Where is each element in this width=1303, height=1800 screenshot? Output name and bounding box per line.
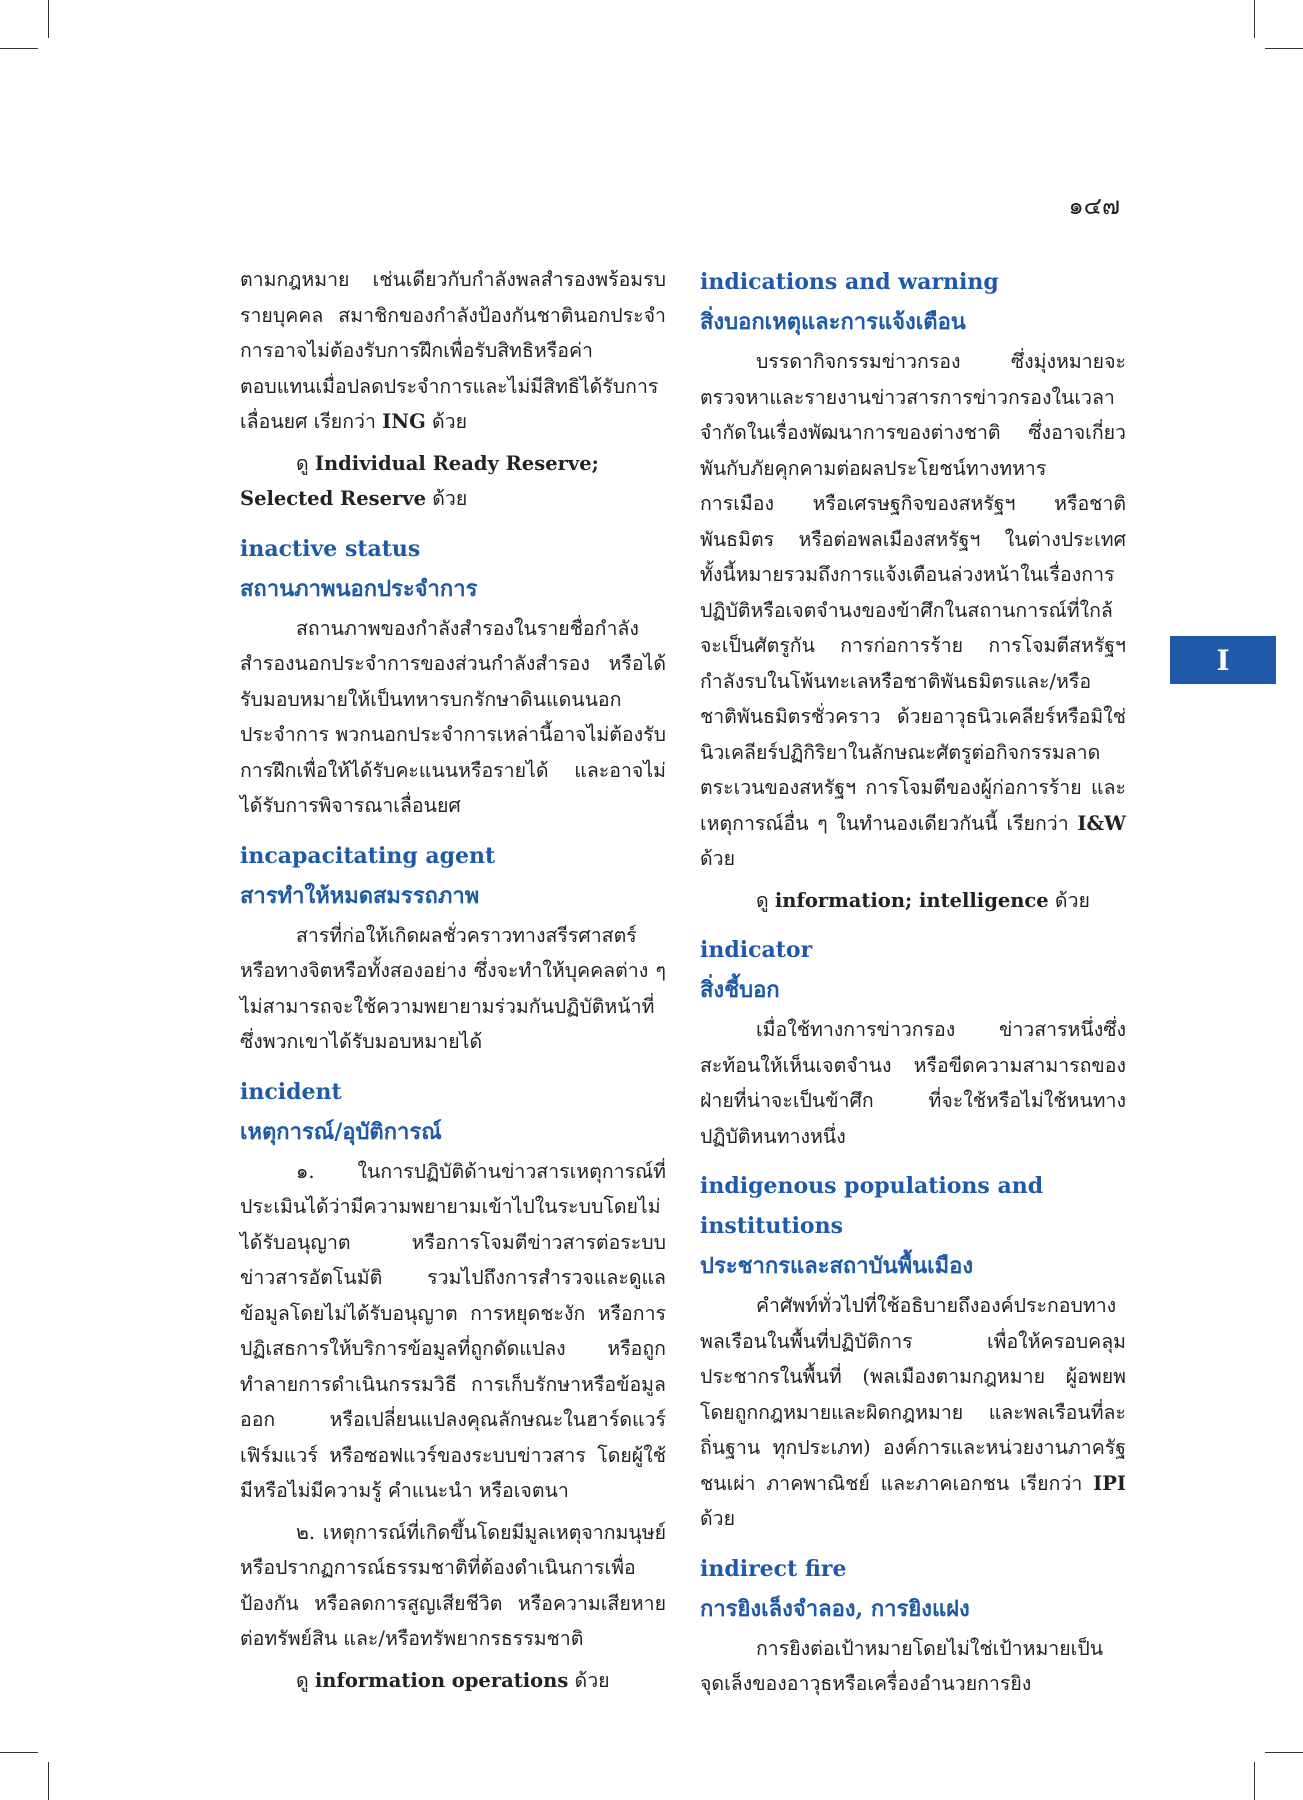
crop-mark (0, 1752, 38, 1753)
see-refs: Individual Ready Reserve; Selected Reserve (240, 451, 599, 510)
glossary-entry (700, 262, 1126, 918)
crop-mark (0, 48, 38, 49)
see-suffix: ด้วย (432, 487, 468, 510)
see-also (700, 883, 1126, 919)
term-english: indicator (700, 937, 813, 963)
see-suffix: ด้วย (574, 1668, 610, 1692)
crop-mark (1265, 1752, 1303, 1753)
term-thai: สิ่งบอกเหตุและการแจ้งเตือน (700, 309, 966, 335)
abbreviation: IPI (1093, 1471, 1126, 1495)
term-thai: เหตุการณ์/อุบัติการณ์ (240, 1118, 442, 1145)
left-column (240, 262, 666, 1710)
abbr-suffix: ด้วย (700, 1507, 736, 1530)
term-thai: สิ่งชี้บอก (700, 977, 780, 1003)
term-english: incident (240, 1078, 342, 1105)
definition (700, 1288, 1126, 1537)
glossary-entry (700, 1549, 1126, 1702)
see-suffix: ด้วย (1054, 888, 1090, 912)
definition (700, 344, 1126, 877)
see-refs: information operations (314, 1668, 569, 1692)
definition: การยิงต่อเป้าหมายโดยไม่ใช่เป้าหมายเป็นจุดเล็งของอาวุธหรือเครื่องอำนวยการยิง (700, 1636, 1104, 1695)
see-also (240, 446, 666, 517)
crop-mark (1254, 0, 1255, 38)
definition: สถานภาพของกำลังสำรองในรายชื่อกำลังสำรองนอกประจำการของส่วนกำลังสำรอง หรือได้รับมอบหมายให้เป็นทหารบกรักษาดินแดนนอกประจำการ พวกนอกประจำการเหล่านี้อาจไม่ต้องรับการฝึกเพื่อให้ได้รับคะแนนหรือรายได้ และอาจไม่ได้รับการพิจารณาเลื่อนยศ (240, 616, 666, 817)
term-english: incapacitating agent (240, 842, 496, 869)
definition: เมื่อใช้ทางการข่าวกรอง ข่าวสารหนึ่งซึ่งสะท้อนให้เห็นเจตจำนง หรือขีดความสามารถของฝ่ายที่น่าจะเป็นข้าศึก ที่จะใช้หรือไม่ใช้หนทางปฏิบัติหนทางหนึ่ง (700, 1018, 1126, 1148)
page-number: ๑๔๗ (1068, 192, 1120, 220)
see-also (240, 1663, 666, 1699)
term-thai: สารทำให้หมดสมรรถภาพ (240, 882, 480, 909)
glossary-entry (700, 1166, 1126, 1537)
glossary-entry (240, 529, 666, 824)
abbreviation: ING (382, 410, 426, 433)
term-thai: ประชากรและสถาบันพื้นเมือง (700, 1253, 974, 1279)
glossary-entry (240, 836, 666, 1060)
crop-mark (1254, 1762, 1255, 1800)
term-english: indigenous populations and institutions (700, 1173, 1044, 1239)
see-prefix: ดู (296, 1668, 309, 1692)
crop-mark (1265, 48, 1303, 49)
term-thai: การยิงเล็งจำลอง, การยิงแฝง (700, 1595, 970, 1622)
abbr-suffix: ด้วย (700, 847, 736, 870)
see-suffix: ด้วย (431, 410, 467, 433)
crop-mark (48, 0, 49, 38)
abbreviation: I&W (1077, 811, 1126, 835)
continued-definition (240, 262, 666, 440)
see-refs: information; intelligence (774, 888, 1049, 912)
glossary-entry (700, 930, 1126, 1154)
definition-text: บรรดากิจกรรมข่าวกรอง ซึ่งมุ่งหมายจะตรวจหาและรายงานข่าวสารการข่าวกรองในเวลาจำกัดในเรื่องพัฒนาการของต่างชาติ ซึ่งอาจเกี่ยวพันกับภัยคุกคามต่อผลประโยชน์ทางทหาร การเมือง หรือเศรษฐกิจของสหรัฐฯ หรือชาติพันธมิตร หรือต่อพลเมืองสหรัฐฯ ในต่างประเทศ ทั้งนี้หมายรวมถึงการแจ้งเตือนล่วงหน้าในเรื่องการปฏิบัติหรือเจตจำนงของข้าศึกในสถานการณ์ที่ใกล้จะเป็นศัตรูกัน การก่อการร้าย การโจมตีสหรัฐฯ กำลังรบในโพ้นทะเลหรือชาติพันธมิตรและ/หรือชาติพันธมิตรชั่วคราว ด้วยอาวุธนิวเคลียร์หรือมิใช่นิวเคลียร์ปฏิกิริยาในลักษณะศัตรูต่อกิจกรรมลาดตระเวนของสหรัฐฯ การโจมตีของผู้ก่อการร้าย และเหตุการณ์อื่น ๆ ในทำนองเดียวกันนี้ เรียกว่า (700, 350, 1126, 835)
definition-1: ๑. ในการปฏิบัติด้านข่าวสารเหตุการณ์ที่ประเมินได้ว่ามีความพยายามเข้าไปในระบบโดยไม่ได้รับอนุญาต หรือการโจมตีข่าวสารต่อระบบข่าวสารอัตโนมัติ รวมไปถึงการสำรวจและดูแลข้อมูลโดยไม่ได้รับอนุญาต การหยุดชะงัก หรือการปฏิเสธการให้บริการข้อมูลที่ถูกดัดแปลง หรือถูกทำลายการดำเนินกรรมวิธี การเก็บรักษาหรือข้อมูลออก หรือเปลี่ยนแปลงคุณลักษณะในฮาร์ดแวร์ เฟิร์มแวร์ หรือซอฟแวร์ของระบบข่าวสาร โดยผู้ใช้มีหรือไม่มีความรู้ คำแนะนำ หรือเจตนา (240, 1159, 666, 1502)
term-english: inactive status (240, 535, 421, 562)
right-column (700, 262, 1126, 1708)
definition-text: คำศัพท์ทั่วไปที่ใช้อธิบายถึงองค์ประกอบทางพลเรือนในพื้นที่ปฏิบัติการ เพื่อให้ครอบคลุมประชากรในพื้นที่ (พลเมืองตามกฎหมาย ผู้อพยพโดยถูกกฎหมายและผิดกฎหมาย และพลเรือนที่ละถิ่นฐาน ทุกประเภท) องค์การและหน่วยงานภาครัฐ ชนเผ่า ภาคพาณิชย์ และภาคเอกชน เรียกว่า (700, 1294, 1126, 1495)
term-english: indications and warning (700, 269, 999, 295)
section-tab: I (1170, 636, 1276, 684)
definition: สารที่ก่อให้เกิดผลชั่วคราวทางสรีรศาสตร์หรือทางจิตหรือทั้งสองอย่าง ซึ่งจะทำให้บุคคลต่าง ๆ ไม่สามารถจะใช้ความพยายามร่วมกันปฏิบัติหน้าที่ ซึ่งพวกเขาได้รับมอบหมายได้ (240, 923, 666, 1053)
definition-2: ๒. เหตุการณ์ที่เกิดขึ้นโดยมีมูลเหตุจากมนุษย์ หรือปรากฏการณ์ธรรมชาติที่ต้องดำเนินการเพื่อป้องกัน หรือลดการสูญเสียชีวิต หรือความเสียหายต่อทรัพย์สิน และ/หรือทรัพยากรธรรมชาติ (240, 1520, 666, 1650)
term-thai: สถานภาพนอกประจำการ (240, 575, 478, 602)
glossary-entry (240, 1072, 666, 1699)
see-prefix: ดู (756, 888, 769, 912)
term-english: indirect fire (700, 1555, 847, 1582)
see-prefix: ดู (296, 451, 309, 475)
crop-mark (48, 1762, 49, 1800)
definition-text: ตามกฎหมาย เช่นเดียวกับกำลังพลสำรองพร้อมรบรายบุคคล สมาชิกของกำลังป้องกันชาตินอกประจำการอาจไม่ต้องรับการฝึกเพื่อรับสิทธิหรือค่าตอบแทนเมื่อปลดประจำการและไม่มีสิทธิได้รับการเลื่อนยศ เรียกว่า (240, 268, 666, 433)
